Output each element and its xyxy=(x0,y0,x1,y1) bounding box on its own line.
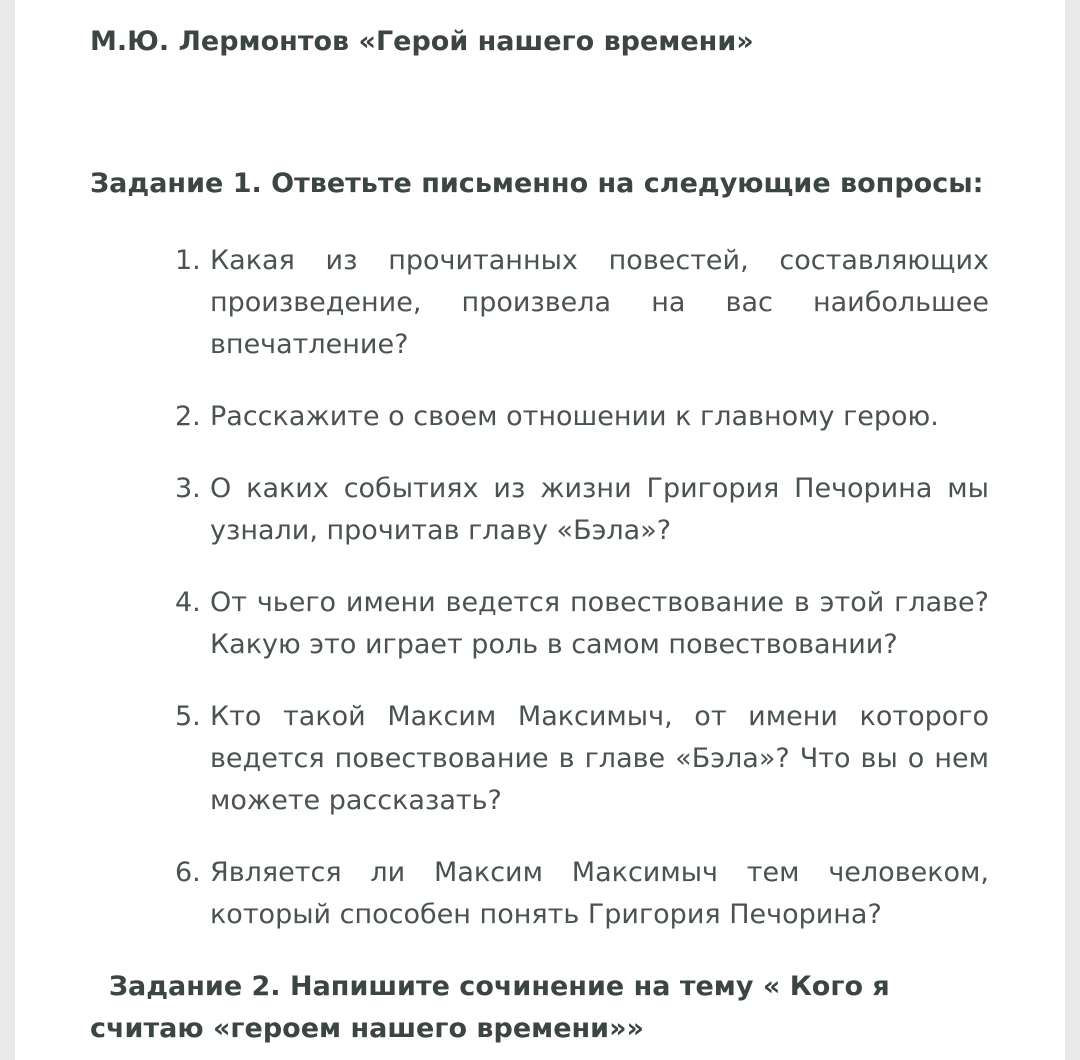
task-1-heading: Задание 1. Ответьте письменно на следующие вопросы: xyxy=(90,168,984,199)
question-item xyxy=(175,240,989,366)
question-text: О каких событиях из жизни Григория Печорина мы узнали, прочитав главу «Бэла»? xyxy=(210,473,989,546)
question-item xyxy=(175,696,989,822)
question-text: Является ли Максим Максимыч тем человеком, который способен понять Григория Печорина? xyxy=(210,857,989,930)
document-title: М.Ю. Лермонтов «Герой нашего времени» xyxy=(90,26,754,57)
question-item xyxy=(175,396,989,438)
question-number: 5. xyxy=(175,701,201,732)
question-number: 1. xyxy=(175,245,201,276)
questions-list xyxy=(175,240,989,966)
question-text: От чьего имени ведется повествование в этой главе? Какую это играет роль в самом повествовании? xyxy=(210,587,989,660)
question-text: Кто такой Максим Максимыч, от имени которого ведется повествование в главе «Бэла»? Что вы о нем можете рассказать? xyxy=(210,701,989,816)
question-number: 3. xyxy=(175,473,201,504)
question-text: Расскажите о своем отношении к главному герою. xyxy=(210,401,939,432)
question-item xyxy=(175,582,989,666)
question-item xyxy=(175,468,989,552)
question-text: Какая из прочитанных повестей, составляющих произведение, произвела на вас наибольшее впечатление? xyxy=(210,245,989,360)
document-page xyxy=(15,0,1065,1060)
question-number: 4. xyxy=(175,587,201,618)
question-number: 2. xyxy=(175,401,201,432)
question-number: 6. xyxy=(175,857,201,888)
task-2-heading: Задание 2. Напишите сочинение на тему « Кого я считаю «героем нашего времени»» xyxy=(90,971,900,1044)
question-item xyxy=(175,852,989,936)
